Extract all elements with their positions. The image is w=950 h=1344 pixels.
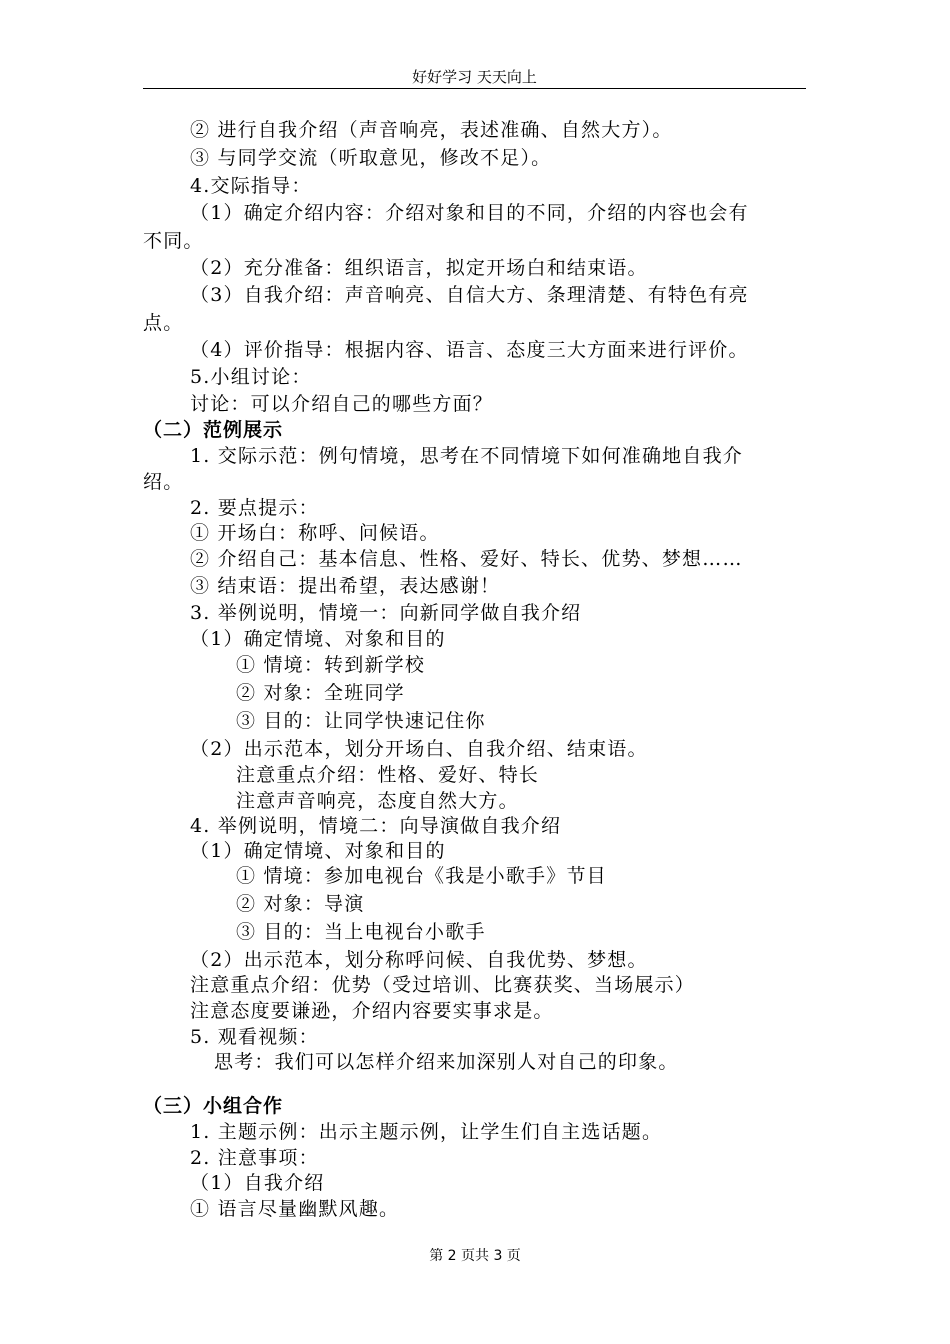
text-line: 注意态度要谦逊，介绍内容要实事求是。	[190, 1000, 554, 1022]
text-line: 1. 主题示例：出示主题示例，让学生们自主选话题。	[190, 1121, 663, 1143]
text-line: （1）确定介绍内容：介绍对象和目的不同，介绍的内容也会有	[190, 202, 749, 224]
section-heading: （三）小组合作	[143, 1095, 284, 1117]
text-line: 注意声音响亮，态度自然大方。	[236, 790, 519, 812]
text-line: 5. 观看视频：	[190, 1026, 319, 1048]
text-line: 点。	[143, 312, 184, 334]
section-heading: （二）范例展示	[143, 419, 284, 441]
page-header: 好好学习 天天向上	[412, 68, 537, 86]
text-line: ② 进行自我介绍（声音响亮，表述准确、自然大方）。	[190, 119, 673, 141]
text-line: （2）出示范本，划分开场白、自我介绍、结束语。	[190, 738, 648, 760]
text-line: （1）自我介绍	[190, 1172, 325, 1194]
text-line: ① 情境：参加电视台《我是小歌手》节目	[236, 865, 607, 887]
text-line: （3）自我介绍：声音响亮、自信大方、条理清楚、有特色有亮	[190, 284, 749, 306]
page-number: 第 2 页共 3 页	[429, 1248, 521, 1264]
header-divider	[143, 88, 806, 89]
text-line: 4. 举例说明，情境二：向导演做自我介绍	[190, 815, 562, 837]
text-line: （2）充分准备：组织语言，拟定开场白和结束语。	[190, 257, 648, 279]
text-line: （1）确定情境、对象和目的	[190, 840, 446, 862]
text-line: 不同。	[143, 230, 204, 252]
text-line: （4）评价指导：根据内容、语言、态度三大方面来进行评价。	[190, 339, 749, 361]
text-line: ② 介绍自己：基本信息、性格、爱好、特长、优势、梦想……	[190, 548, 743, 570]
text-line: 绍。	[143, 471, 184, 493]
text-line: 4.交际指导：	[190, 175, 312, 197]
text-line: 思考：我们可以怎样介绍来加深别人对自己的印象。	[214, 1051, 679, 1073]
text-line: ③ 与同学交流（听取意见，修改不足）。	[190, 147, 552, 169]
text-line: 5.小组讨论：	[190, 366, 312, 388]
text-line: ① 开场白：称呼、问候语。	[190, 522, 440, 544]
text-line: ③ 目的：让同学快速记住你	[236, 710, 486, 732]
text-line: ① 情境：转到新学校	[236, 654, 426, 676]
text-line: 注意重点介绍：优势（受过培训、比赛获奖、当场展示）	[190, 974, 696, 996]
text-line: 讨论：可以介绍自己的哪些方面？	[190, 393, 494, 415]
text-line: 注意重点介绍：性格、爱好、特长	[236, 764, 540, 786]
text-line: ③ 结束语：提出希望，表达感谢！	[190, 575, 501, 597]
text-line: （1）确定情境、对象和目的	[190, 628, 446, 650]
text-line: （2）出示范本，划分称呼问候、自我优势、梦想。	[190, 949, 648, 971]
text-line: 2. 注意事项：	[190, 1147, 319, 1169]
text-line: ② 对象：导演	[236, 893, 365, 915]
text-line: ② 对象：全班同学	[236, 682, 405, 704]
text-line: 2. 要点提示：	[190, 497, 319, 519]
text-line: ① 语言尽量幽默风趣。	[190, 1198, 400, 1220]
text-line: 1. 交际示范：例句情境，思考在不同情境下如何准确地自我介	[190, 445, 743, 467]
text-line: ③ 目的：当上电视台小歌手	[236, 921, 486, 943]
text-line: 3. 举例说明，情境一：向新同学做自我介绍	[190, 602, 582, 624]
